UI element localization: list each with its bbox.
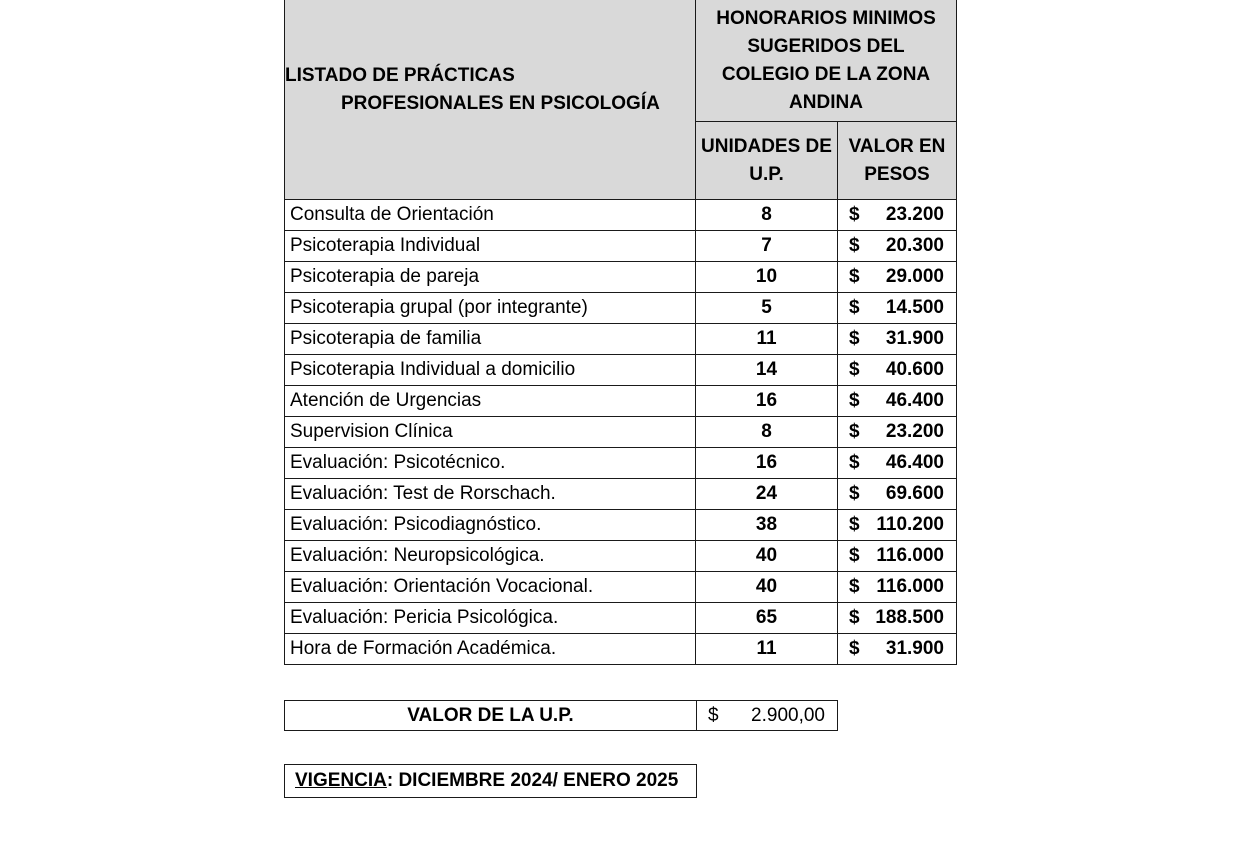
value-cell[interactable] — [838, 541, 957, 572]
value-amount: 116.000 — [876, 576, 944, 597]
currency-symbol: $ — [849, 390, 860, 411]
vigencia-label: VIGENCIA — [295, 770, 387, 791]
currency-symbol: $ — [849, 421, 860, 442]
table-row — [285, 355, 957, 386]
value-cell[interactable] — [838, 324, 957, 355]
currency-symbol: $ — [849, 297, 860, 318]
value-amount: 31.900 — [885, 328, 944, 349]
table-row — [285, 541, 957, 572]
value-amount: 20.300 — [885, 235, 944, 256]
value-amount: 110.200 — [876, 514, 944, 535]
practice-name-cell[interactable]: Psicoterapia Individual a domicilio — [285, 355, 696, 386]
units-header-cell[interactable]: UNIDADES DE U.P. — [696, 122, 838, 200]
units-cell[interactable]: 16 — [696, 448, 838, 479]
units-cell[interactable]: 8 — [696, 417, 838, 448]
practice-name-cell[interactable]: Psicoterapia grupal (por integrante) — [285, 293, 696, 324]
up-currency-symbol[interactable]: $ — [708, 705, 719, 726]
units-cell[interactable]: 65 — [696, 603, 838, 634]
units-cell[interactable]: 8 — [696, 200, 838, 231]
value-amount: 23.200 — [885, 421, 944, 442]
currency-symbol: $ — [849, 545, 860, 566]
units-cell[interactable]: 24 — [696, 479, 838, 510]
value-amount: 40.600 — [885, 359, 944, 380]
practice-name-cell[interactable]: Atención de Urgencias — [285, 386, 696, 417]
currency-symbol: $ — [849, 483, 860, 504]
value-amount: 46.400 — [885, 452, 944, 473]
header-row — [285, 0, 957, 122]
value-cell[interactable] — [838, 479, 957, 510]
value-amount: 29.000 — [885, 266, 944, 287]
units-cell[interactable]: 11 — [696, 634, 838, 665]
up-value-label[interactable]: VALOR DE LA U.P. — [285, 701, 697, 730]
table-row — [285, 572, 957, 603]
units-cell[interactable]: 38 — [696, 510, 838, 541]
value-cell[interactable] — [838, 262, 957, 293]
practices-header-cell[interactable] — [285, 0, 696, 200]
practices-header-line1: LISTADO DE PRÁCTICAS — [285, 65, 515, 86]
currency-symbol: $ — [849, 514, 860, 535]
currency-symbol: $ — [849, 638, 860, 659]
table-row — [285, 448, 957, 479]
practice-name-cell[interactable]: Evaluación: Test de Rorschach. — [285, 479, 696, 510]
units-cell[interactable]: 11 — [696, 324, 838, 355]
practices-header-line2: PROFESIONALES EN PSICOLOGÍA — [341, 93, 660, 114]
value-cell[interactable] — [838, 634, 957, 665]
units-cell[interactable]: 10 — [696, 262, 838, 293]
table-row — [285, 231, 957, 262]
practice-name-cell[interactable]: Psicoterapia Individual — [285, 231, 696, 262]
table-row — [285, 262, 957, 293]
practice-name-cell[interactable]: Psicoterapia de pareja — [285, 262, 696, 293]
currency-symbol: $ — [849, 452, 860, 473]
value-cell[interactable] — [838, 603, 957, 634]
value-amount: 46.400 — [885, 390, 944, 411]
practice-name-cell[interactable]: Evaluación: Pericia Psicológica. — [285, 603, 696, 634]
table-row — [285, 386, 957, 417]
table-row — [285, 479, 957, 510]
practice-name-cell[interactable]: Psicoterapia de familia — [285, 324, 696, 355]
table-row — [285, 634, 957, 665]
practice-name-cell[interactable]: Evaluación: Psicodiagnóstico. — [285, 510, 696, 541]
value-cell[interactable] — [838, 510, 957, 541]
table-row — [285, 293, 957, 324]
table-row — [285, 603, 957, 634]
value-cell[interactable] — [838, 386, 957, 417]
table-row — [285, 324, 957, 355]
units-cell[interactable]: 40 — [696, 572, 838, 603]
currency-symbol: $ — [849, 576, 860, 597]
units-cell[interactable]: 5 — [696, 293, 838, 324]
value-amount: 23.200 — [885, 204, 944, 225]
value-header-cell[interactable]: VALOR EN PESOS — [838, 122, 957, 200]
value-amount: 116.000 — [876, 545, 944, 566]
value-cell[interactable] — [838, 355, 957, 386]
practice-name-cell[interactable]: Supervision Clínica — [285, 417, 696, 448]
value-cell[interactable] — [838, 200, 957, 231]
value-cell[interactable] — [838, 231, 957, 262]
units-cell[interactable]: 40 — [696, 541, 838, 572]
currency-symbol: $ — [849, 328, 860, 349]
value-amount: 69.600 — [885, 483, 944, 504]
units-cell[interactable]: 16 — [696, 386, 838, 417]
up-value-amount[interactable]: 2.900,00 — [751, 705, 825, 726]
value-cell[interactable] — [838, 572, 957, 603]
vigencia-period: : DICIEMBRE 2024/ ENERO 2025 — [386, 770, 679, 791]
practice-name-cell[interactable]: Hora de Formación Académica. — [285, 634, 696, 665]
units-cell[interactable]: 7 — [696, 231, 838, 262]
table-row — [285, 200, 957, 231]
currency-symbol: $ — [849, 266, 860, 287]
vigencia-box[interactable] — [284, 764, 697, 798]
table-row — [285, 417, 957, 448]
table-row — [285, 510, 957, 541]
value-cell[interactable] — [838, 448, 957, 479]
fees-table — [284, 0, 957, 665]
value-amount: 31.900 — [885, 638, 944, 659]
honorarios-header-cell[interactable]: HONORARIOS MINIMOS SUGERIDOS DEL COLEGIO DE LA ZONA ANDINA — [696, 0, 957, 122]
currency-symbol: $ — [849, 607, 860, 628]
value-cell[interactable] — [838, 293, 957, 324]
value-amount: 14.500 — [885, 297, 944, 318]
currency-symbol: $ — [849, 235, 860, 256]
practice-name-cell[interactable]: Evaluación: Psicotécnico. — [285, 448, 696, 479]
value-cell[interactable] — [838, 417, 957, 448]
up-value-box — [284, 700, 838, 731]
value-amount: 188.500 — [875, 607, 944, 628]
currency-symbol: $ — [849, 204, 860, 225]
currency-symbol: $ — [849, 359, 860, 380]
practice-name-cell[interactable]: Evaluación: Orientación Vocacional. — [285, 572, 696, 603]
units-cell[interactable]: 14 — [696, 355, 838, 386]
practice-name-cell[interactable]: Consulta de Orientación — [285, 200, 696, 231]
practice-name-cell[interactable]: Evaluación: Neuropsicológica. — [285, 541, 696, 572]
